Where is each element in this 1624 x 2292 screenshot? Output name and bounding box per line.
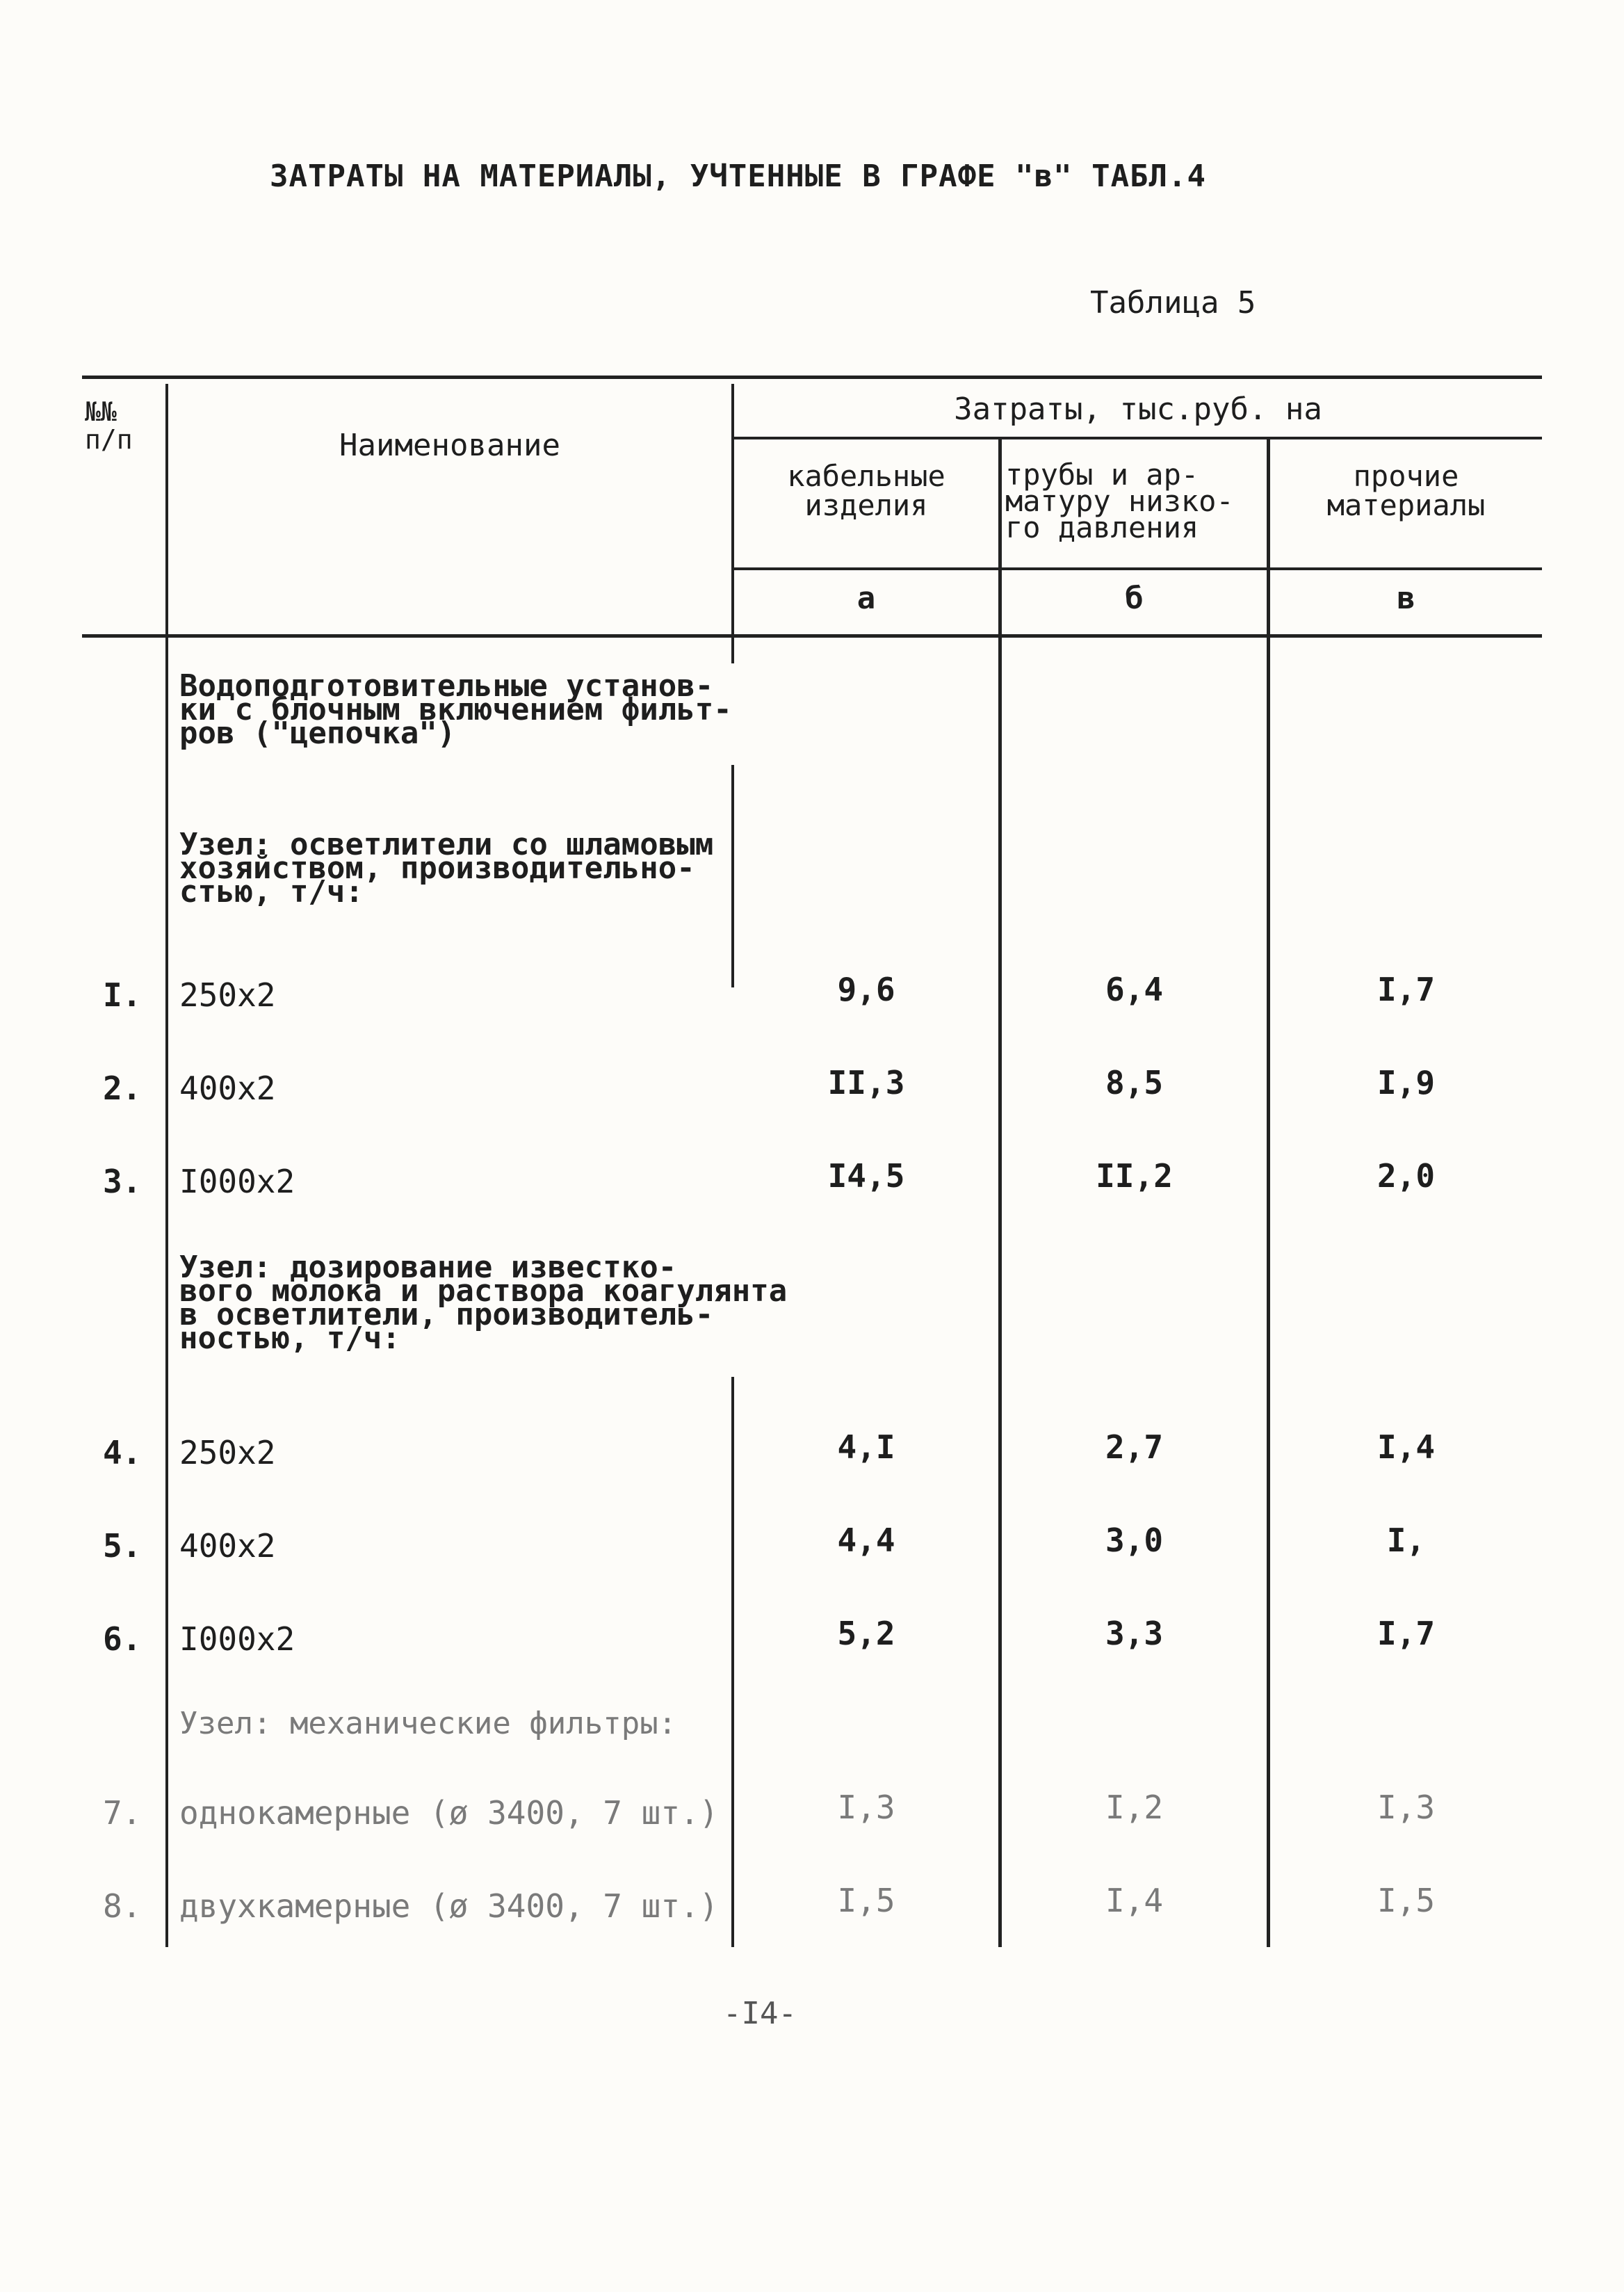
row-value-c: I,3 bbox=[1377, 1789, 1436, 1826]
row-value-c: I,5 bbox=[1377, 1882, 1436, 1919]
row-number: 7. bbox=[103, 1794, 142, 1832]
row-value-b: I,2 bbox=[1105, 1789, 1164, 1826]
document-title: ЗАТРАТЫ НА МАТЕРИАЛЫ, УЧТЕННЫЕ В ГРАФЕ "в" ТАБЛ.4 bbox=[270, 159, 1207, 194]
row-value-b: I,4 bbox=[1105, 1882, 1164, 1919]
col-c-header: прочие материалы bbox=[1326, 459, 1486, 522]
row-value-a: 5,2 bbox=[837, 1615, 895, 1652]
row-number: 8. bbox=[103, 1887, 142, 1925]
row-name: I000х2 bbox=[179, 1620, 295, 1658]
row-value-a: I4,5 bbox=[827, 1157, 905, 1195]
row-value-a: II,3 bbox=[827, 1064, 905, 1101]
row-value-b: II,2 bbox=[1096, 1157, 1173, 1195]
row-value-a: 4,I bbox=[837, 1428, 895, 1466]
col-a-header: кабельные изделия bbox=[787, 459, 945, 522]
cost-group-rule bbox=[731, 437, 1542, 439]
table-caption: Таблица 5 bbox=[1090, 285, 1256, 321]
row-name: 250х2 bbox=[179, 1434, 276, 1471]
name-cost-divider-lower bbox=[731, 765, 734, 987]
row-value-a: I,5 bbox=[837, 1882, 895, 1919]
name-column-header: Наименование bbox=[339, 428, 560, 463]
row-name: 400х2 bbox=[179, 1070, 276, 1107]
row-value-b: 8,5 bbox=[1105, 1064, 1164, 1101]
unit-heading-mechanical-filters: Узел: механические фильтры: bbox=[179, 1706, 677, 1741]
row-value-c: I,4 bbox=[1377, 1428, 1436, 1466]
group-title: Водоподготовительные установ- ки с блочным включением фильт- ров ("цепочка") bbox=[179, 668, 732, 751]
row-number: I. bbox=[103, 976, 142, 1014]
row-value-c: I, bbox=[1386, 1522, 1426, 1559]
unit-heading-clarifiers: Узел: осветлители со шламовым хозяйством, производительно- стью, т/ч: bbox=[179, 827, 714, 910]
row-value-b: 3,3 bbox=[1105, 1615, 1164, 1652]
row-value-c: I,7 bbox=[1377, 971, 1436, 1008]
row-number: 5. bbox=[103, 1527, 142, 1565]
row-value-b: 3,0 bbox=[1105, 1522, 1164, 1559]
col-b-header: трубы и ар- матуру низко- го давления bbox=[1005, 458, 1234, 544]
name-cost-divider bbox=[731, 384, 734, 663]
row-value-c: 2,0 bbox=[1377, 1157, 1436, 1195]
row-name: однокамерные (ø 3400, 7 шт.) bbox=[179, 1794, 719, 1832]
row-value-c: I,7 bbox=[1377, 1615, 1436, 1652]
num-column-header: №№ п/п bbox=[85, 396, 133, 455]
row-value-a: I,3 bbox=[837, 1789, 895, 1826]
row-value-a: 9,6 bbox=[837, 971, 895, 1008]
row-number: 6. bbox=[103, 1620, 142, 1658]
page-number: -I4- bbox=[723, 1996, 797, 2031]
row-value-c: I,9 bbox=[1377, 1064, 1436, 1101]
cost-group-header: Затраты, тыс.руб. на bbox=[954, 392, 1322, 427]
row-value-b: 2,7 bbox=[1105, 1428, 1164, 1466]
unit-heading-dosing: Узел: дозирование известко- вого молока и раствора коагулянта в осветлители, производитель- ностью, т/ч: bbox=[179, 1250, 788, 1356]
row-value-b: 6,4 bbox=[1105, 971, 1164, 1008]
num-name-divider bbox=[165, 384, 168, 1947]
row-name: 250х2 bbox=[179, 976, 276, 1014]
column-header-rule bbox=[731, 567, 1542, 570]
col-b-code: б bbox=[1125, 581, 1144, 616]
row-value-a: 4,4 bbox=[837, 1522, 895, 1559]
row-name: 400х2 bbox=[179, 1527, 276, 1565]
table-top-rule bbox=[82, 376, 1542, 379]
row-name: I000х2 bbox=[179, 1163, 295, 1200]
row-name: двухкамерные (ø 3400, 7 шт.) bbox=[179, 1887, 719, 1925]
row-number: 2. bbox=[103, 1070, 142, 1107]
col-a-code: а bbox=[856, 581, 876, 616]
col-c-code: в bbox=[1397, 581, 1415, 616]
row-number: 3. bbox=[103, 1163, 142, 1200]
row-number: 4. bbox=[103, 1434, 142, 1471]
table-header-bottom-rule bbox=[82, 634, 1542, 638]
